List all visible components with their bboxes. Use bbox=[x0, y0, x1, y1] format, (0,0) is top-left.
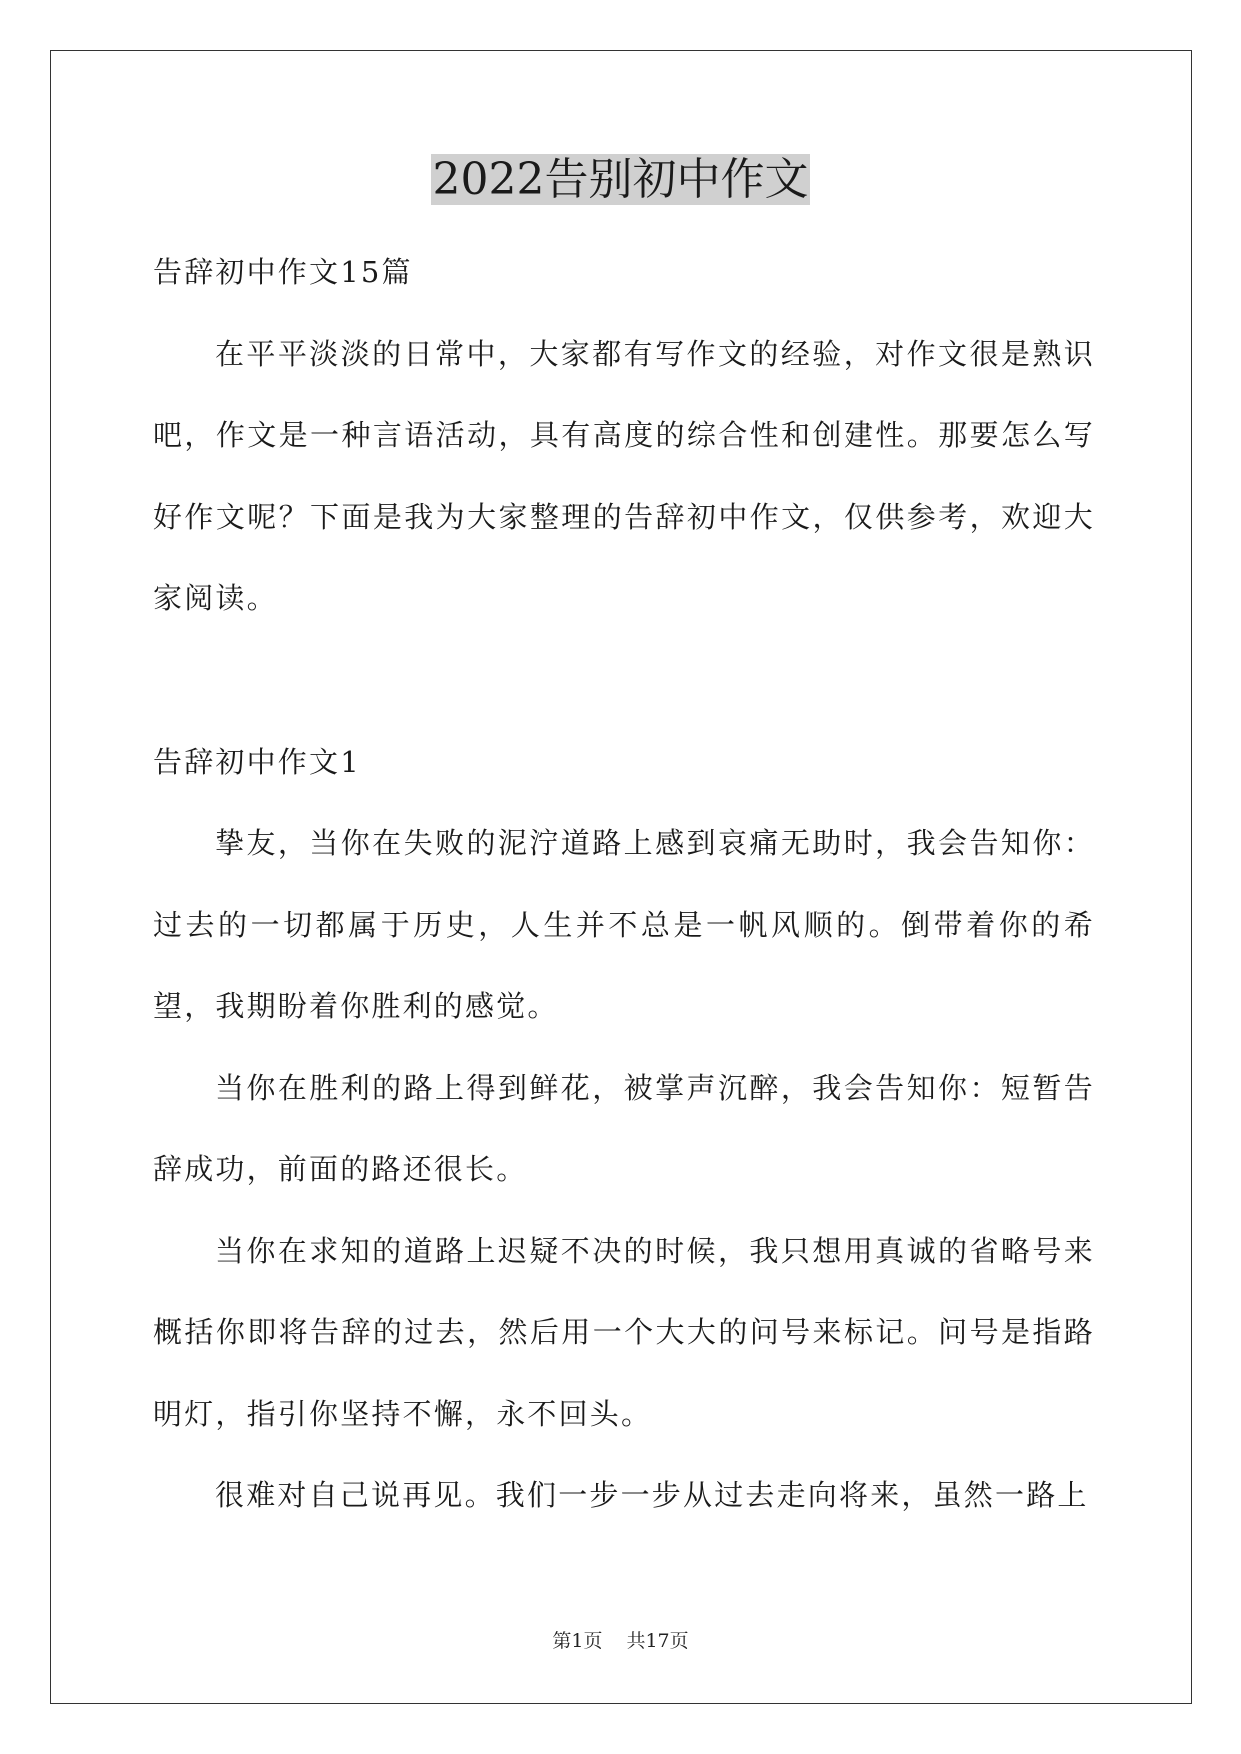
document-subtitle: 告辞初中作文15篇 bbox=[153, 255, 413, 289]
body-paragraph: 当你在胜利的路上得到鲜花，被掌声沉醉，我会告知你：短暂告辞成功，前面的路还很长。 bbox=[153, 1070, 1095, 1186]
document-title bbox=[0, 150, 1241, 210]
section-heading: 告辞初中作文1 bbox=[153, 744, 361, 779]
page-total: 共17页 bbox=[626, 1630, 689, 1652]
intro-paragraph: 在平平淡淡的日常中，大家都有写作文的经验，对作文很是熟识吧，作文是一种言语活动，具有高度的综合性和创建性。那要怎么写好作文呢？下面是我为大家整理的告辞初中作文，仅供参考，欢迎大家阅读。 bbox=[153, 336, 1095, 615]
page-footer bbox=[0, 1628, 1241, 1654]
document-body bbox=[153, 232, 1095, 1537]
body-paragraph: 很难对自己说再见。我们一步一步从过去走向将来，虽然一路上 bbox=[215, 1478, 1089, 1512]
section-gap bbox=[153, 640, 1095, 722]
body-paragraph: 挚友，当你在失败的泥泞道路上感到哀痛无助时，我会告知你：过去的一切都属于历史，人生并不总是一帆风顺的。倒带着你的希望，我期盼着你胜利的感觉。 bbox=[153, 826, 1095, 1023]
document-title-text: 2022告别初中作文 bbox=[432, 154, 809, 205]
body-paragraph: 当你在求知的道路上迟疑不决的时候，我只想用真诚的省略号来概括你即将告辞的过去，然后用一个大大的问号来标记。问号是指路明灯，指引你坚持不懈，永不回头。 bbox=[153, 1233, 1095, 1431]
page-number: 第1页 bbox=[552, 1630, 603, 1652]
